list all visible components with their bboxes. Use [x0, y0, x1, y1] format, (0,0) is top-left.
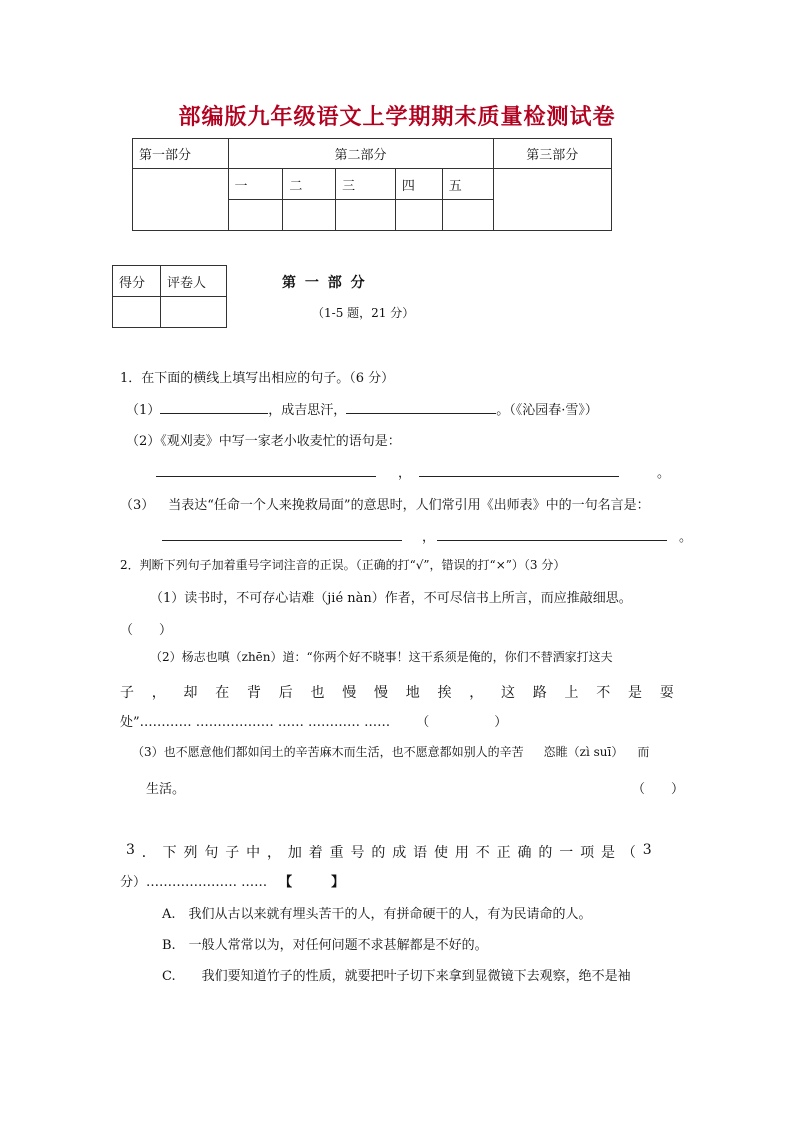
q2-s3-paren: （ ）: [632, 782, 685, 797]
q2-s1-paren: （ ）: [120, 623, 173, 638]
part1-score-cell: [133, 169, 229, 231]
q2-s2-line2-char: 地: [405, 685, 420, 701]
grader-table: [112, 265, 227, 328]
part2-header: 第二部分: [228, 139, 493, 169]
sub-header-1: 一: [228, 169, 283, 200]
q3-stem-char: 着: [308, 845, 323, 861]
q3-stem-char: 子: [225, 845, 240, 861]
blank-4[interactable]: [419, 462, 619, 477]
grader-label: 评卷人: [161, 266, 227, 297]
q3-option-c: C. 我们要知道竹子的性质，就要把叶子切下来拿到显微镜下去观察，绝不是袖: [162, 969, 631, 984]
q1-line1: [126, 399, 598, 418]
q2-s2-line3-text: 处”………… ……………… …… ………… ……: [120, 715, 391, 730]
q2-s3-end: 而: [637, 745, 650, 759]
q2-s2-line2-char: 子: [120, 685, 134, 701]
q3-stem-line2: [120, 871, 344, 890]
q2-s2-line2: [120, 682, 674, 702]
grader-cell: [161, 297, 227, 328]
q3-stem-char: 用: [454, 845, 469, 861]
q3-stem-char: ，: [267, 845, 282, 861]
sub-header-2: 二: [283, 169, 336, 200]
q1-line3: [120, 494, 650, 513]
q3-stem-char: （: [621, 845, 636, 861]
q3-stem-char: ．: [141, 845, 156, 861]
q2-s2-line2-char: 这: [501, 685, 515, 701]
q1-line3-sep: ，: [422, 530, 436, 545]
q3-stem-char: 列: [183, 845, 198, 861]
q3-stem-char: 中: [246, 845, 261, 861]
q3-stem-char: 语: [413, 845, 428, 861]
section-subheading: （1-5 题，21 分）: [312, 306, 415, 320]
q3-stem-tail: 分）………………… ……: [120, 875, 268, 890]
part3-header: 第三部分: [493, 139, 611, 169]
q3-stem-char: 使: [434, 845, 449, 861]
sub-header-4: 四: [395, 169, 442, 200]
q2-s2-line2-char: 挨: [437, 685, 452, 701]
score-table: [132, 138, 612, 231]
sub-score-3: [336, 200, 396, 231]
q3-option-a: A. 我们从古以来就有埋头苦干的人，有拼命硬干的人，有为民请命的人。: [162, 907, 592, 922]
q2-s2-line2-char: 慢: [374, 685, 388, 701]
sub-header-3: 三: [336, 169, 396, 200]
q3-stem-char: 句: [204, 845, 219, 861]
q1-line1-num: （1）: [126, 403, 161, 418]
sub-score-1: [228, 200, 283, 231]
q2-s2-line2-char: ，: [469, 685, 484, 701]
q3-stem-char: 正: [496, 845, 511, 861]
q2-s3-word: 恣睢（zì suī）: [543, 745, 624, 759]
q3-option-b: B. 一般人常常以为，对任何问题不求甚解都是不好的。: [162, 938, 488, 953]
section-heading: 第 一 部 分: [282, 275, 367, 291]
q2-s2-line2-char: 耍: [659, 685, 674, 701]
q2-s2-line2-char: 不: [596, 685, 611, 701]
q3-stem-char: 项: [580, 845, 595, 861]
q2-s3-line2: 生活。: [146, 782, 186, 797]
blank-5[interactable]: [162, 526, 402, 541]
q2-s3: [132, 743, 649, 760]
q3-stem-char: 是: [601, 845, 616, 861]
sub-score-5: [442, 200, 493, 231]
q3-stem-char: 重: [329, 845, 344, 861]
q3-stem-char: 3: [642, 842, 652, 858]
q1-line1-end: 。（《沁园春·雪》）: [496, 403, 598, 418]
blank-1[interactable]: [160, 399, 268, 414]
q2-s3-text: （3）也不愿意他们都如闰土的辛苦麻木而生活，也不愿意都如别人的辛苦: [132, 745, 524, 759]
q3-stem-char: 的: [538, 845, 553, 861]
q2-s2-line2-char: 路: [532, 685, 547, 701]
q2-s2-line2-char: 是: [628, 685, 642, 701]
q1-line2-sep: ，: [398, 466, 412, 481]
q2-s2-line2-char: 背: [247, 685, 261, 701]
part1-header: 第一部分: [133, 139, 229, 169]
score-label: 得分: [113, 266, 161, 297]
q1-stem: 1．在下面的横线上填写出相应的句子。（6 分）: [120, 371, 395, 386]
q2-s1: （1）读书时，不可存心诘难（jié nàn）作者，不可尽信书上所言，而应推敲细思。: [150, 591, 632, 606]
part3-score-cell: [493, 169, 611, 231]
q2-s2-paren: （ ）: [416, 715, 508, 730]
q2-s2-line3: [120, 711, 507, 730]
score-cell: [113, 297, 161, 328]
q2-s2-line2-char: 后: [278, 685, 293, 701]
q2-s2-line2-char: 慢: [342, 685, 357, 701]
q3-stem-char: 加: [287, 845, 302, 861]
blank-3[interactable]: [156, 462, 376, 477]
q1-line3-end: 。: [679, 530, 693, 545]
sub-score-4: [395, 200, 442, 231]
q3-stem-char: 不: [475, 845, 490, 861]
blank-6[interactable]: [437, 526, 667, 541]
q1-line2-end: 。: [657, 466, 671, 481]
q2-stem: 2．判断下列句子加着重号字词注音的正误。（正确的打“√”，错误的打“×”）（3 分）: [120, 558, 566, 572]
q3-stem-char: 一: [559, 845, 574, 861]
q3-stem-char: 号: [350, 845, 365, 861]
q3-stem-char: 3: [126, 842, 135, 858]
blank-2[interactable]: [346, 399, 496, 414]
q3-stem-char: 的: [371, 845, 386, 861]
q1-line1-mid: ，成吉思汗，: [268, 403, 347, 418]
q3-stem-char: 下: [162, 845, 177, 861]
q3-stem-char: 成: [392, 845, 407, 861]
q3-stem: [126, 842, 652, 862]
q2-s2-line2-char: 上: [564, 685, 579, 701]
q1-line2-answer: [156, 462, 670, 481]
q1-line2: （2）《观刈麦》中写一家老小收麦忙的语句是：: [126, 434, 401, 449]
exam-title: 部编版九年级语文上学期期末质量检测试卷: [178, 104, 616, 130]
q1-line3-text: 当表达“任命一个人来挽救局面”的意思时，人们常引用《出师表》中的一句名言是：: [168, 498, 650, 513]
q3-stem-char: 确: [517, 845, 532, 861]
q2-s2-line2-char: 也: [310, 685, 325, 701]
q1-line3-num: （3）: [120, 498, 155, 513]
q2-s2: （2）杨志也嗔（zhēn）道：“你两个好不晓事！这干系须是俺的，你们不替洒家打这夫: [150, 650, 613, 664]
q1-line3-answer: [162, 526, 692, 545]
q2-s2-line2-char: 在: [215, 685, 230, 701]
sub-score-2: [283, 200, 336, 231]
q2-s2-line2-char: ，: [151, 685, 166, 701]
q3-answer-bracket[interactable]: 【 】: [279, 875, 345, 890]
q2-s2-line2-char: 却: [183, 685, 198, 701]
sub-header-5: 五: [442, 169, 493, 200]
